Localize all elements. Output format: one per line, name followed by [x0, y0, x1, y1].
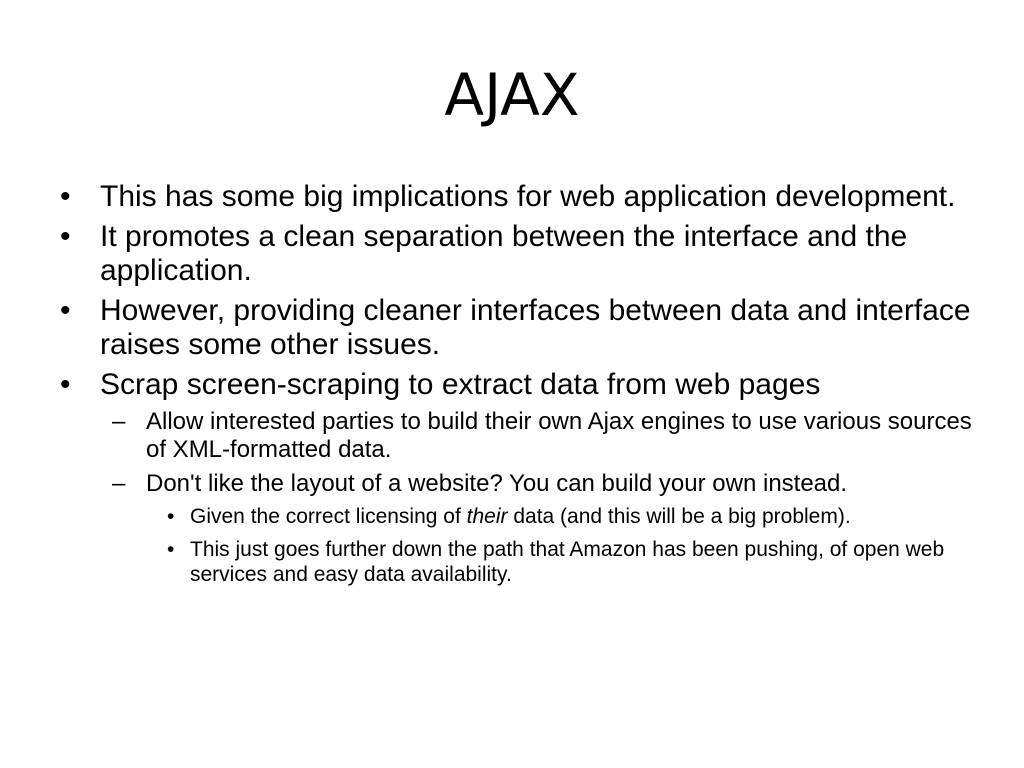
small-bullet-marker: •: [167, 538, 175, 561]
text-before-emphasis: Given the correct licensing of: [190, 505, 467, 528]
bullet-item: [52, 220, 992, 288]
sub-sub-bullet-text: This just goes further down the path that Amazon has been pushing, of open web services and easy data availability.: [190, 538, 945, 586]
bullet-item: [52, 294, 992, 362]
bullet-marker: •: [60, 220, 71, 253]
sub-bullet-text: Allow interested parties to build their own Ajax engines to use various sources of XML-formatted data.: [146, 408, 972, 463]
text-after-emphasis: data (and this will be a big problem).: [507, 505, 851, 528]
sub-bullet-item: [52, 470, 992, 498]
dash-marker: –: [112, 470, 126, 497]
small-bullet-marker: •: [167, 505, 175, 528]
sub-sub-bullet-text: [190, 505, 851, 528]
bullet-item: [52, 180, 992, 214]
bullet-marker: •: [60, 368, 71, 401]
bullet-text: However, providing cleaner interfaces between data and interface raises some other issues.: [100, 294, 971, 361]
slide-body: [52, 180, 992, 595]
bullet-text: It promotes a clean separation between the interface and the application.: [100, 220, 908, 287]
emphasized-word: their: [466, 505, 508, 528]
sub-sub-bullet-item: [52, 504, 992, 529]
slide-title: AJAX: [444, 61, 580, 129]
sub-bullet-text: Don't like the layout of a website? You can build your own instead.: [146, 470, 848, 497]
bullet-text: Scrap screen-scraping to extract data from web pages: [100, 368, 821, 401]
sub-bullet-item: [52, 408, 992, 464]
bullet-text: This has some big implications for web application development.: [100, 180, 956, 213]
sub-sub-bullet-item: [52, 537, 992, 587]
dash-marker: –: [112, 408, 126, 435]
bullet-item: [52, 368, 992, 402]
bullet-marker: •: [60, 180, 71, 213]
bullet-marker: •: [60, 294, 71, 327]
